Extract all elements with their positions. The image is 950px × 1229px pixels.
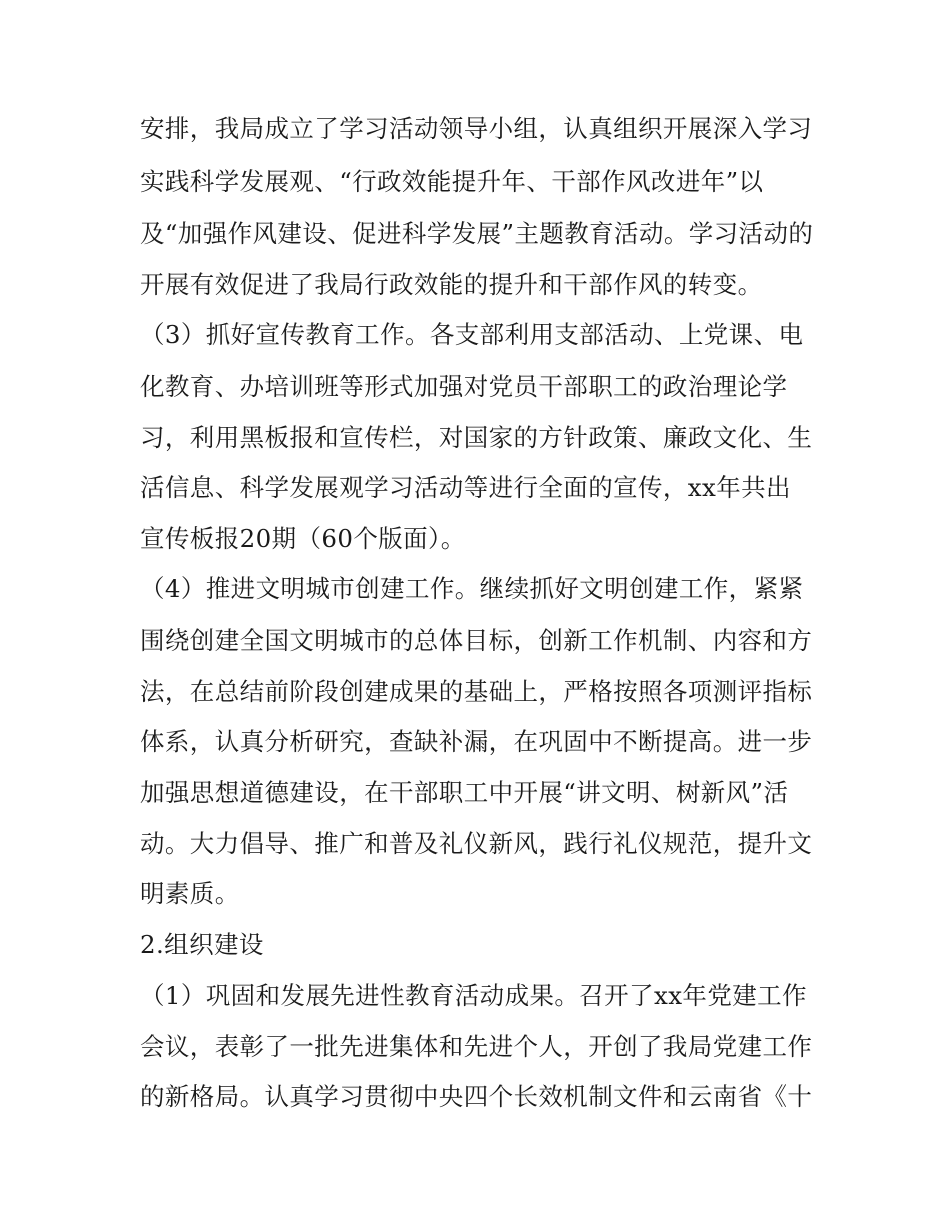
- text-line-13: 体系，认真分析研究，查缺补漏，在巩固中不断提高。进一步: [140, 727, 813, 756]
- text-line-19: 会议，表彰了一批先进集体和先进个人，开创了我局党建工作: [140, 1032, 813, 1061]
- text-line-6: 化教育、办培训班等形式加强对党员干部职工的政治理论学: [140, 372, 788, 401]
- text-line-3: 及“加强作风建设、促进科学发展”主题教育活动。学习活动的: [140, 219, 814, 248]
- text-line-16: 明素质。: [140, 879, 240, 908]
- text-line-2: 实践科学发展观、“行政效能提升年、干部作风改进年”以: [140, 167, 764, 196]
- section-heading: 2.组织建设: [140, 930, 264, 959]
- text-line-10: （4）推进文明城市创建工作。继续抓好文明创建工作，紧紧: [140, 574, 804, 603]
- text-line-5: （3）抓好宣传教育工作。各支部利用支部活动、上党课、电: [140, 320, 804, 349]
- text-line-14: 加强思想道德建设，在干部职工中开展“讲文明、树新风”活: [140, 778, 789, 807]
- text-line-8: 活信息、科学发展观学习活动等进行全面的宣传，xx年共出: [140, 473, 791, 502]
- text-line-11: 围绕创建全国文明城市的总体目标，创新工作机制、内容和方: [140, 626, 813, 655]
- text-line-20: 的新格局。认真学习贯彻中央四个长效机制文件和云南省《十: [140, 1082, 813, 1111]
- text-line-9: 宣传板报20期（60个版面）。: [140, 524, 466, 553]
- text-line-18: （1）巩固和发展先进性教育活动成果。召开了xx年党建工作: [140, 981, 807, 1010]
- text-line-12: 法，在总结前阶段创建成果的基础上，严格按照各项测评指标: [140, 677, 813, 706]
- text-line-7: 习，利用黑板报和宣传栏，对国家的方针政策、廉政文化、生: [140, 423, 813, 452]
- text-line-4: 开展有效促进了我局行政效能的提升和干部作风的转变。: [140, 270, 763, 299]
- text-line-1: 安排，我局成立了学习活动领导小组，认真组织开展深入学习: [140, 114, 813, 143]
- text-line-15: 动。大力倡导、推广和普及礼仪新风，践行礼仪规范，提升文: [140, 829, 813, 858]
